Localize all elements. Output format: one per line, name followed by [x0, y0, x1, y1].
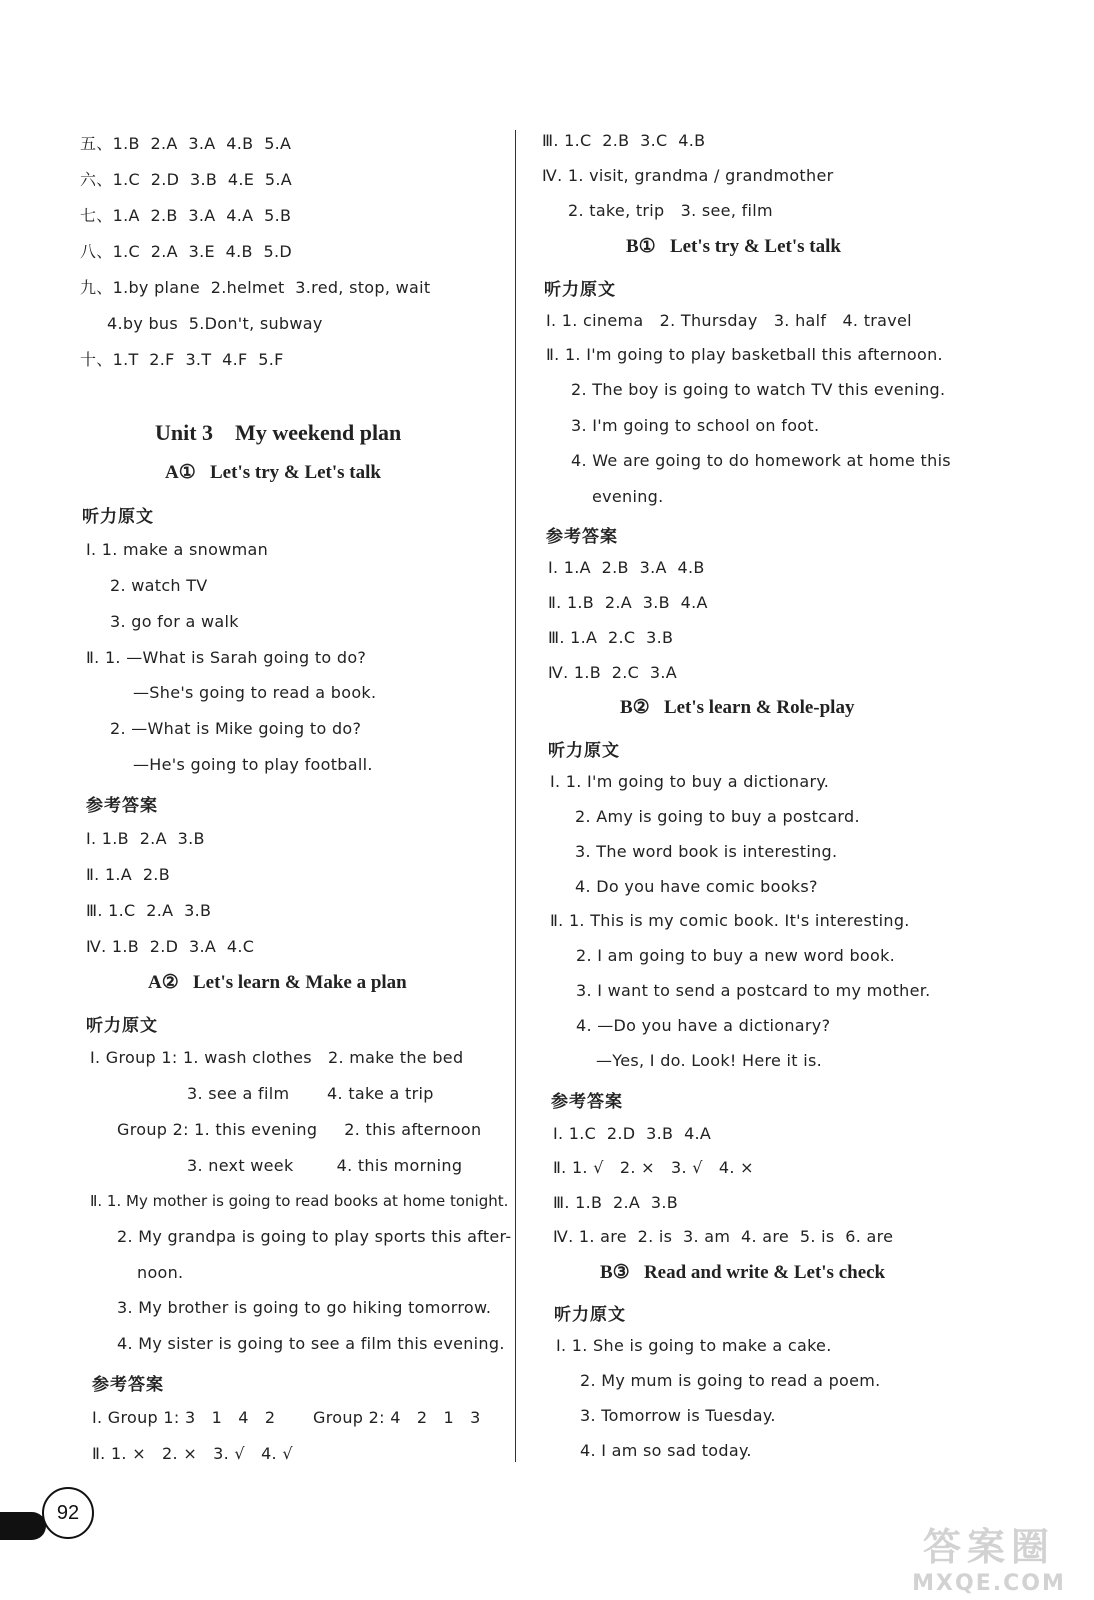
unit-title: Unit 3 My weekend plan: [155, 420, 402, 445]
listen-line: evening.: [592, 487, 664, 506]
listen-line: —He's going to play football.: [133, 755, 373, 774]
listen-line: Ⅰ. 1. cinema 2. Thursday 3. half 4. travel: [546, 311, 912, 330]
watermark-en: MXQE.COM: [912, 1571, 1066, 1596]
listen-line: 2. Amy is going to buy a postcard.: [575, 807, 860, 826]
section-title-a2: A② Let's learn & Make a plan: [148, 972, 407, 993]
page-number: 92: [42, 1487, 94, 1539]
answer-line: Ⅳ. 1. visit, grandma / grandmother: [542, 166, 834, 185]
answer-label: 参考答案: [551, 1092, 623, 1112]
listen-line: Ⅱ. 1. This is my comic book. It's interesting.: [550, 911, 910, 930]
listen-line: 2. My mum is going to read a poem.: [580, 1371, 881, 1390]
answer-line: Ⅲ. 1.C 2.A 3.B: [86, 901, 212, 920]
listen-line: 2. The boy is going to watch TV this evening.: [571, 380, 946, 399]
answer-line: Ⅰ. 1.C 2.D 3.B 4.A: [553, 1124, 712, 1143]
section-title-b2: B② Let's learn & Role-play: [620, 697, 855, 718]
listen-line: 3. I'm going to school on foot.: [571, 416, 820, 435]
answer-line: 2. take, trip 3. see, film: [568, 201, 773, 220]
listen-line: 4. We are going to do homework at home this: [571, 451, 951, 470]
answer-line: Ⅱ. 1. √ 2. × 3. √ 4. ×: [553, 1158, 754, 1177]
listen-line: 4. I am so sad today.: [580, 1441, 752, 1460]
listen-line: Ⅰ. 1. I'm going to buy a dictionary.: [550, 772, 830, 791]
listen-line: 2. watch TV: [110, 576, 208, 595]
listen-line: 2. My grandpa is going to play sports this after-: [117, 1227, 512, 1246]
watermark-cn: 答案圈: [922, 1525, 1055, 1569]
answer-line: Ⅰ. 1.B 2.A 3.B: [86, 829, 205, 848]
listen-label: 听力原文: [86, 1016, 158, 1036]
listen-line: 3. next week 4. this morning: [187, 1156, 463, 1175]
listen-line: —She's going to read a book.: [133, 683, 377, 702]
answer-line: Ⅰ. Group 1: 3 1 4 2 Group 2: 4 2 1 3: [92, 1408, 481, 1427]
answer-line: 八、1.C 2.A 3.E 4.B 5.D: [80, 242, 293, 261]
answer-line: 七、1.A 2.B 3.A 4.A 5.B: [80, 206, 292, 225]
listen-line: 3. see a film 4. take a trip: [187, 1084, 434, 1103]
answer-label: 参考答案: [86, 796, 158, 816]
listen-label: 听力原文: [554, 1305, 626, 1325]
section-title-b1: B① Let's try & Let's talk: [626, 236, 841, 257]
answer-line: Ⅲ. 1.C 2.B 3.C 4.B: [542, 131, 706, 150]
answer-line: Ⅲ. 1.B 2.A 3.B: [553, 1193, 679, 1212]
answer-line: 五、1.B 2.A 3.A 4.B 5.A: [80, 134, 292, 153]
listen-line: 3. go for a walk: [110, 612, 239, 631]
listen-line: —Yes, I do. Look! Here it is.: [596, 1051, 823, 1070]
listen-line: 3. I want to send a postcard to my mother.: [576, 981, 931, 1000]
answer-label: 参考答案: [92, 1375, 164, 1395]
answer-line: Ⅱ. 1.A 2.B: [86, 865, 170, 884]
listen-line: 4. My sister is going to see a film this evening.: [117, 1334, 505, 1353]
section-title-a1: A① Let's try & Let's talk: [165, 462, 381, 483]
answer-line: Ⅱ. 1. × 2. × 3. √ 4. √: [92, 1444, 293, 1463]
answer-line: Ⅱ. 1.B 2.A 3.B 4.A: [548, 593, 708, 612]
answer-line: Ⅳ. 1. are 2. is 3. am 4. are 5. is 6. are: [553, 1227, 894, 1246]
page-tab: [0, 1512, 46, 1540]
listen-line: Group 2: 1. this evening 2. this afternoon: [117, 1120, 482, 1139]
answer-line: Ⅲ. 1.A 2.C 3.B: [548, 628, 674, 647]
answer-line: 六、1.C 2.D 3.B 4.E 5.A: [80, 170, 293, 189]
answer-line: 九、1.by plane 2.helmet 3.red, stop, wait: [80, 278, 431, 297]
listen-line: 2. I am going to buy a new word book.: [576, 946, 896, 965]
listen-line: 3. Tomorrow is Tuesday.: [580, 1406, 776, 1425]
listen-line: Ⅱ. 1. My mother is going to read books at home tonight.: [90, 1192, 509, 1210]
listen-line: Ⅰ. 1. make a snowman: [86, 540, 269, 559]
listen-line: Ⅰ. 1. She is going to make a cake.: [556, 1336, 832, 1355]
section-title-b3: B③ Read and write & Let's check: [600, 1262, 886, 1283]
listen-line: 2. —What is Mike going to do?: [110, 719, 362, 738]
listen-line: 4. Do you have comic books?: [575, 877, 818, 896]
listen-line: noon.: [137, 1263, 184, 1282]
answer-line: 十、1.T 2.F 3.T 4.F 5.F: [80, 350, 284, 369]
listen-label: 听力原文: [548, 741, 620, 761]
answer-line: 4.by bus 5.Don't, subway: [107, 314, 323, 333]
column-divider: [515, 130, 516, 1462]
listen-label: 听力原文: [82, 507, 154, 527]
answer-line: Ⅳ. 1.B 2.D 3.A 4.C: [86, 937, 255, 956]
answer-line: Ⅳ. 1.B 2.C 3.A: [548, 663, 677, 682]
answer-line: Ⅰ. 1.A 2.B 3.A 4.B: [548, 558, 705, 577]
watermark: [904, 1516, 1074, 1596]
listen-line: 3. My brother is going to go hiking tomorrow.: [117, 1298, 492, 1317]
answer-label: 参考答案: [546, 527, 618, 547]
listen-line: 4. —Do you have a dictionary?: [576, 1016, 831, 1035]
listen-line: Ⅱ. 1. —What is Sarah going to do?: [86, 648, 367, 667]
listen-label: 听力原文: [544, 280, 616, 300]
listen-line: Ⅰ. Group 1: 1. wash clothes 2. make the bed: [90, 1048, 464, 1067]
listen-line: 3. The word book is interesting.: [575, 842, 838, 861]
listen-line: Ⅱ. 1. I'm going to play basketball this afternoon.: [546, 345, 943, 364]
